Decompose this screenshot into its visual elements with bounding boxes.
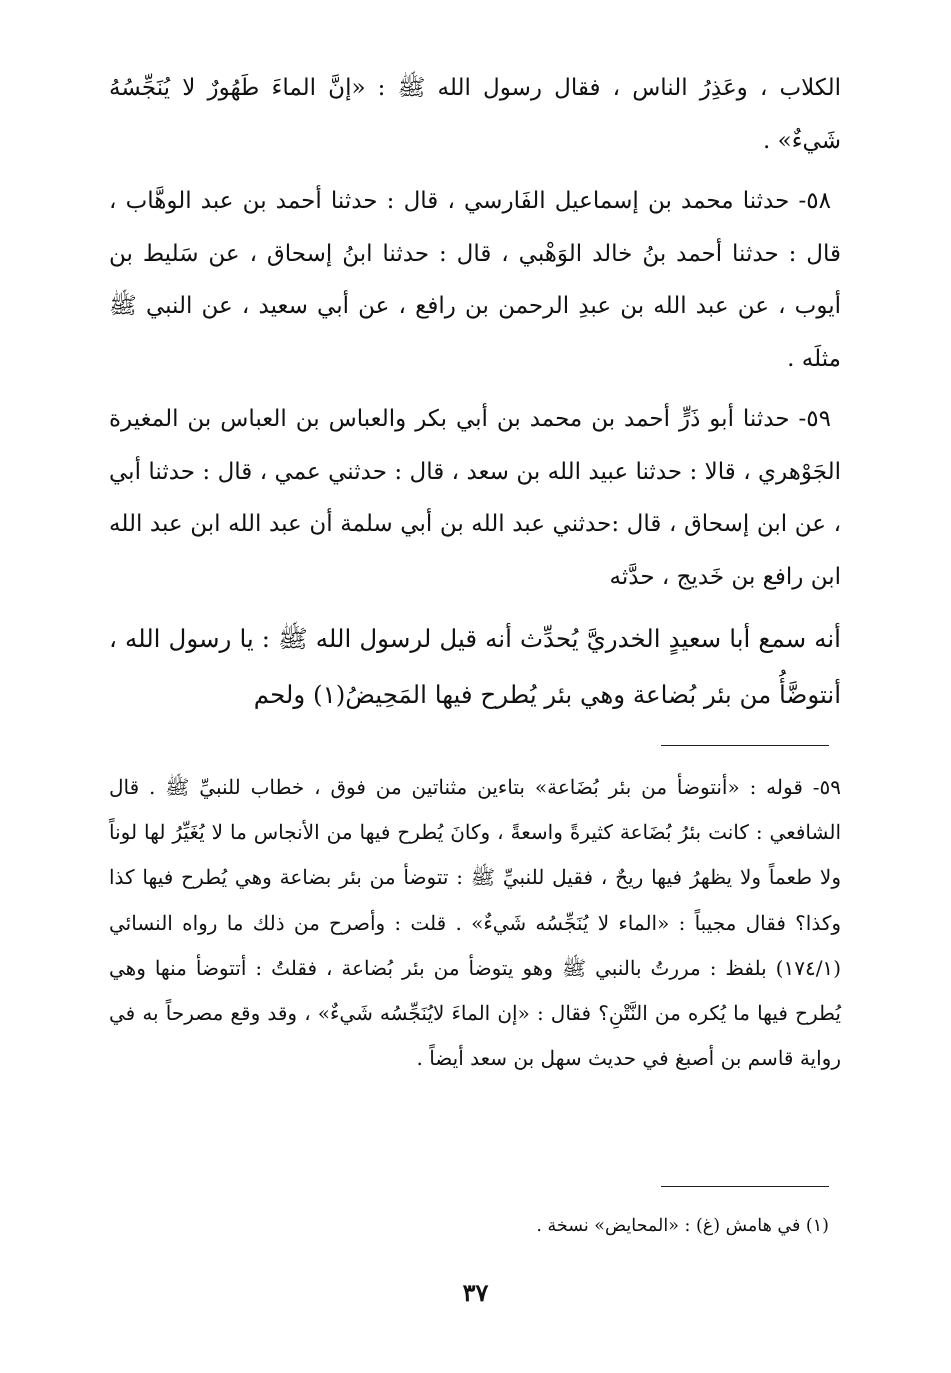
main-paragraph-hadith-58: ٥٨- حدثنا محمد بن إسماعيل الفَارسي ، قال : حدثنا أحمد بن عبد الوهَّاب ، قال : حدثنا أحمد بنُ خالد الوَهْبي ، قال : حدثنا ابنُ إسحاق ، عن سَليط بن أيوب ، عن عبد الله بن عبدِ الرحمن بن رافع ، عن أبي سعيد ، عن النبي ﷺ مثلَه . <box>109 188 841 372</box>
main-paragraph-1: الكلاب ، وعَذِرُ الناس ، فقال رسول الله ﷺ : «إنَّ الماءَ طَهُورٌ لا يُنَجِّسُهُ شَيءٌ» . <box>109 75 841 154</box>
main-text <box>109 62 841 731</box>
commentary-paragraph-59: ٥٩- قوله : «أنتوضأ من بئر بُضَاعة» بتاءين مثناتين من فوق ، خطاب للنبيِّ ﷺ . قال الشافعي : كانت بئرُ بُضَاعة كثيرةً واسعةً ، وكانَ يُطرح فيها من الأنجاس ما لا يُغَيِّرُ لها لوناً ولا طعماً ولا يظهرُ فيها ريحٌ ، فقيل للنبيِّ ﷺ : تتوضأ من بئر بضاعة وهي يُطرح فيها كذا وكذا؟ فقال مجيباً : «الماء لا يُنَجِّسُه شَيءٌ» . قلت : وأصرح من ذلك ما رواه النسائي (١٧٤/١) بلفظ : مررتُ بالنبي ﷺ وهو يتوضأ من بئر بُضاعة ، فقلتُ : أتتوضأ منها وهي يُطرح فيها ما يُكره من النَّتْنِ؟ فقال : «إن الماءَ لايُنَجِّسُه شَيءٌ» ، وقد وقع مصرحاً به في رواية قاسم بن أصبغ في حديث سهل بن سعد أيضاً . <box>109 775 841 1071</box>
main-paragraph-4: أنه سمع أبا سعيدٍ الخدريَّ يُحدِّث أنه قيل لرسول الله ﷺ : يا رسول الله ، أنتوضَّأُ من بئر بُضاعة وهي بئر يُطرح فيها المَحِيضُ(١) ولحم <box>109 624 841 709</box>
commentary-divider <box>661 745 829 746</box>
footnote: (١) في هامش (غ) : «المحايض» نسخة . <box>536 1216 829 1236</box>
page-number: ٣٧ <box>462 1278 489 1307</box>
footnote-divider <box>661 1186 829 1187</box>
commentary-text <box>109 765 841 1081</box>
main-paragraph-hadith-59: ٥٩- حدثنا أبو ذَرٍّ أحمد بن محمد بن أبي بكر والعباس بن العباس بن المغيرة الجَوْهري ، قالا : حدثنا عبيد الله بن سعد ، قال : حدثني عمي ، قال : حدثنا أبي ، عن ابن إسحاق ، قال :حدثني عبد الله بن أبي سلمة أن عبد الله ابن عبد الله ابن رافع بن خَديج ، حدَّثه <box>109 406 841 590</box>
